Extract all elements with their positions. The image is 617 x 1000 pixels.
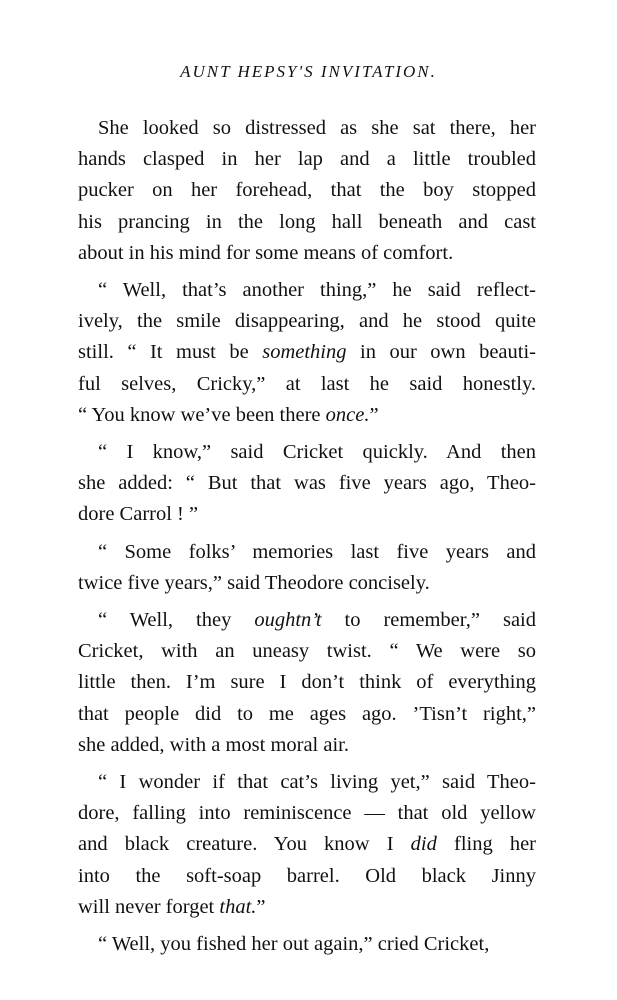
paragraph-6 (78, 767, 536, 923)
text-line: dore Carrol ! ” (78, 503, 199, 526)
paragraph-4 (78, 537, 536, 599)
text-line: hands clasped in her lap and a little troubled (78, 148, 536, 171)
paragraph-2 (78, 275, 536, 431)
text-line (78, 337, 536, 368)
italic-word: oughtn’t (254, 609, 322, 632)
text-segment: “ You know we’ve been there (78, 403, 326, 426)
text-line: “ I wonder if that cat’s living yet,” said Theo- (98, 771, 536, 794)
text-line: she added, with a most moral air. (78, 733, 349, 756)
text-line: that people did to me ages ago. ’Tisn’t right,” (78, 702, 536, 725)
paragraph-1 (78, 113, 536, 269)
text-segment: fling her (436, 833, 536, 856)
paragraph-7 (78, 929, 536, 960)
text-line: little then. I’m sure I don’t think of everything (78, 671, 536, 694)
text-segment: “ Well, they (98, 609, 255, 632)
text-line: dore, falling into reminiscence — that old yellow (78, 802, 536, 825)
text-line: She looked so distressed as she sat there, her (98, 117, 536, 139)
text-line: into the soft-soap barrel. Old black Jinny (78, 864, 536, 887)
text-segment: in our own beauti- (346, 341, 536, 364)
text-line: twice five years,” said Theodore concisely. (78, 571, 430, 594)
text-line: about in his mind for some means of comfort. (78, 241, 454, 264)
text-line (78, 605, 536, 636)
text-line: pucker on her forehead, that the boy stopped (78, 179, 536, 202)
text-line: “ Some folks’ memories last five years and (98, 540, 536, 563)
text-line: “ Well, you fished her out again,” cried Cricket, (98, 933, 490, 956)
text-segment: to remember,” said (321, 609, 536, 632)
body-text (78, 113, 536, 966)
text-line: Cricket, with an uneasy twist. “ We were so (78, 640, 536, 663)
text-line (78, 892, 536, 923)
running-head: AUNT HEPSY'S INVITATION. (180, 62, 437, 81)
italic-word: that. (219, 895, 257, 918)
italic-word: once. (325, 403, 370, 426)
text-segment: ” (256, 895, 266, 918)
paragraph-3 (78, 437, 536, 531)
text-line: “ I know,” said Cricket quickly. And then (98, 441, 536, 464)
text-segment: and black creature. You know I (78, 833, 411, 856)
text-line (78, 400, 536, 431)
text-line: his prancing in the long hall beneath and cast (78, 210, 536, 233)
text-line (78, 829, 536, 860)
text-segment: will never forget (78, 895, 220, 918)
text-line: she added: “ But that was five years ago, Theo- (78, 472, 536, 495)
italic-word: something (262, 341, 347, 364)
text-line: ful selves, Cricky,” at last he said honestly. (78, 372, 536, 395)
paragraph-5 (78, 605, 536, 761)
text-line: ively, the smile disappearing, and he stood quite (78, 310, 536, 333)
text-line: “ Well, that’s another thing,” he said reflect- (98, 279, 536, 302)
text-segment: ” (369, 403, 379, 426)
italic-word: did (410, 833, 437, 856)
text-segment: still. “ It must be (78, 341, 263, 364)
